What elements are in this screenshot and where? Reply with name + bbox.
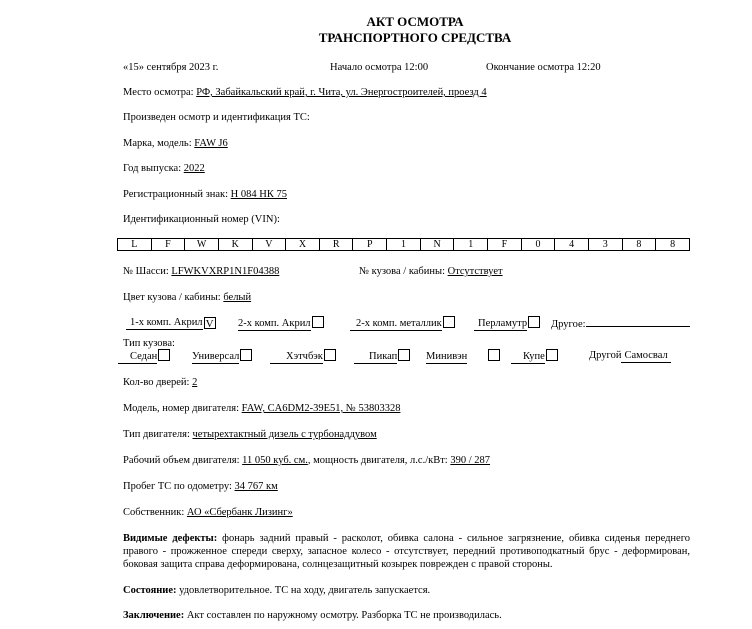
year-label: Год выпуска: <box>123 163 184 174</box>
mileage-label: Пробег ТС по одометру: <box>123 481 235 492</box>
paint-option-other <box>551 316 690 331</box>
body-type-pickup <box>354 349 410 364</box>
pickup-label: Пикап <box>354 350 397 364</box>
engine-type-value: четырехтактный дизель с турбонаддувом <box>192 429 377 440</box>
paint-option-2 <box>238 316 324 331</box>
plate-value: Н 084 НК 75 <box>230 189 287 200</box>
body-type-sedan <box>118 349 170 364</box>
paint-other-label: Другое: <box>551 319 586 330</box>
paint-option-3 <box>350 316 455 331</box>
hatch-label: Хэтчбэк <box>270 350 323 364</box>
body-number-row <box>359 265 503 278</box>
checkbox <box>158 349 170 361</box>
paint-other-blank <box>586 316 690 327</box>
minivan-label: Минивэн <box>426 350 467 364</box>
power-value: 390 / 287 <box>450 455 491 466</box>
plate-label: Регистрационный знак: <box>123 189 231 200</box>
defects-text: фонарь задний правый - расколот, обивка салона - сильное загрязнение, обивка сиденья переднего правого - прожженное спереди сверху, запасное колесо - отсутствует, передний противоподкатный брус - деформирован, боковая защита справа деформирована, солнцезащитный козырек поврежден с правой стороны. <box>123 533 691 571</box>
sedan-label: Седан <box>118 350 157 364</box>
place-label: Место осмотра: <box>123 87 197 98</box>
body-number-value: Отсутствует <box>447 266 503 277</box>
plate-row <box>123 188 287 201</box>
checkbox <box>324 349 336 361</box>
inspection-start: Начало осмотра 12:00 <box>330 62 429 73</box>
document-title-line1: АКТ ОСМОТРА <box>366 14 464 29</box>
brand-value: FAW J6 <box>194 138 228 149</box>
condition-paragraph <box>123 584 690 597</box>
other-label: Другой <box>589 350 622 361</box>
conclusion-text: Акт составлен по наружному осмотру. Разборка ТС не производилась. <box>184 610 502 621</box>
checkbox <box>312 316 324 328</box>
condition-text: удовлетворительное. ТС на ходу, двигатель запускается. <box>176 585 431 596</box>
vin-char: P <box>353 239 387 250</box>
inspection-end: Окончание осмотра 12:20 <box>486 62 601 73</box>
document-title-line2: ТРАНСПОРТНОГО СРЕДСТВА <box>318 30 512 45</box>
place-value: РФ, Забайкальский край, г. Чита, ул. Энергостроителей, проезд 4 <box>196 87 487 98</box>
defects-paragraph <box>123 532 690 571</box>
checkbox <box>398 349 410 361</box>
chassis-row <box>123 265 279 278</box>
vin-char: 4 <box>555 239 589 250</box>
engine-model-value: FAW, CA6DM2-39E51, № 53803328 <box>241 403 401 414</box>
color-row <box>123 291 251 304</box>
body-type-label: Тип кузова: <box>123 338 175 349</box>
engine-type-label: Тип двигателя: <box>123 429 193 440</box>
chassis-label: № Шасси: <box>123 266 172 277</box>
vin-char: 1 <box>454 239 488 250</box>
volume-label: Рабочий объем двигателя: <box>123 455 243 466</box>
vin-char: K <box>219 239 253 250</box>
doors-row <box>123 376 197 389</box>
coupe-label: Купе <box>511 350 545 364</box>
vin-char: F <box>152 239 186 250</box>
doors-value: 2 <box>192 377 198 388</box>
vin-label: Идентификационный номер (VIN): <box>123 214 280 225</box>
paint-option-4 <box>474 316 540 331</box>
place-row <box>123 86 487 99</box>
checkbox <box>546 349 558 361</box>
inspection-date: «15» сентября 2023 г. <box>123 62 219 73</box>
vin-char: X <box>286 239 320 250</box>
engine-type-row <box>123 428 377 441</box>
brand-row <box>123 137 228 150</box>
body-type-other <box>589 349 671 363</box>
vin-char: 3 <box>589 239 623 250</box>
mileage-row <box>123 480 278 493</box>
vin-char: R <box>320 239 354 250</box>
identification-label: Произведен осмотр и идентификация ТС: <box>123 112 310 123</box>
body-type-hatch <box>270 349 336 364</box>
owner-row <box>123 506 293 519</box>
vin-char: V <box>253 239 287 250</box>
checkbox <box>488 349 500 361</box>
year-value: 2022 <box>183 163 205 174</box>
checkbox <box>443 316 455 328</box>
body-number-label: № кузова / кабины: <box>359 266 448 277</box>
vin-char: W <box>185 239 219 250</box>
color-value: белый <box>223 292 252 303</box>
paint-option-2-label: 2-х комп. Акрил <box>238 317 311 331</box>
chassis-value: LFWKVXRP1N1F04388 <box>171 266 280 277</box>
vin-char: N <box>421 239 455 250</box>
power-label: , мощность двигателя, л.с./кВт: <box>307 455 451 466</box>
doors-label: Кол-во дверей: <box>123 377 193 388</box>
year-row <box>123 162 205 175</box>
mileage-value: 34 767 км <box>234 481 278 492</box>
vin-char: 8 <box>623 239 657 250</box>
engine-model-label: Модель, номер двигателя: <box>123 403 242 414</box>
checkbox-checked: V <box>204 317 216 329</box>
conclusion-paragraph <box>123 609 690 622</box>
brand-label: Марка, модель: <box>123 138 195 149</box>
checkbox <box>528 316 540 328</box>
vin-char: 0 <box>522 239 556 250</box>
vin-table <box>117 238 690 251</box>
other-value: Самосвал <box>621 349 670 363</box>
wagon-label: Универсал <box>192 350 239 364</box>
vin-char: L <box>118 239 152 250</box>
vin-char: 1 <box>387 239 421 250</box>
engine-model-row <box>123 402 400 415</box>
checkbox <box>240 349 252 361</box>
paint-option-3-label: 2-х комп. металлик <box>350 317 442 331</box>
paint-option-1 <box>126 316 216 330</box>
defects-label: Видимые дефекты: <box>123 533 218 544</box>
volume-value: 11 050 куб. см. <box>242 455 308 466</box>
paint-option-4-label: Перламутр <box>474 317 527 331</box>
condition-label: Состояние: <box>123 585 177 596</box>
volume-row <box>123 454 490 467</box>
body-type-wagon <box>192 349 252 364</box>
conclusion-label: Заключение: <box>123 610 185 621</box>
vin-char: 8 <box>670 239 676 250</box>
owner-label: Собственник: <box>123 507 187 518</box>
paint-option-1-label: 1-х комп. Акрил <box>126 316 203 330</box>
body-type-minivan <box>426 349 500 364</box>
vin-char: F <box>488 239 522 250</box>
color-label: Цвет кузова / кабины: <box>123 292 224 303</box>
owner-value: АО «Сбербанк Лизинг» <box>186 507 293 518</box>
body-type-coupe <box>511 349 558 364</box>
